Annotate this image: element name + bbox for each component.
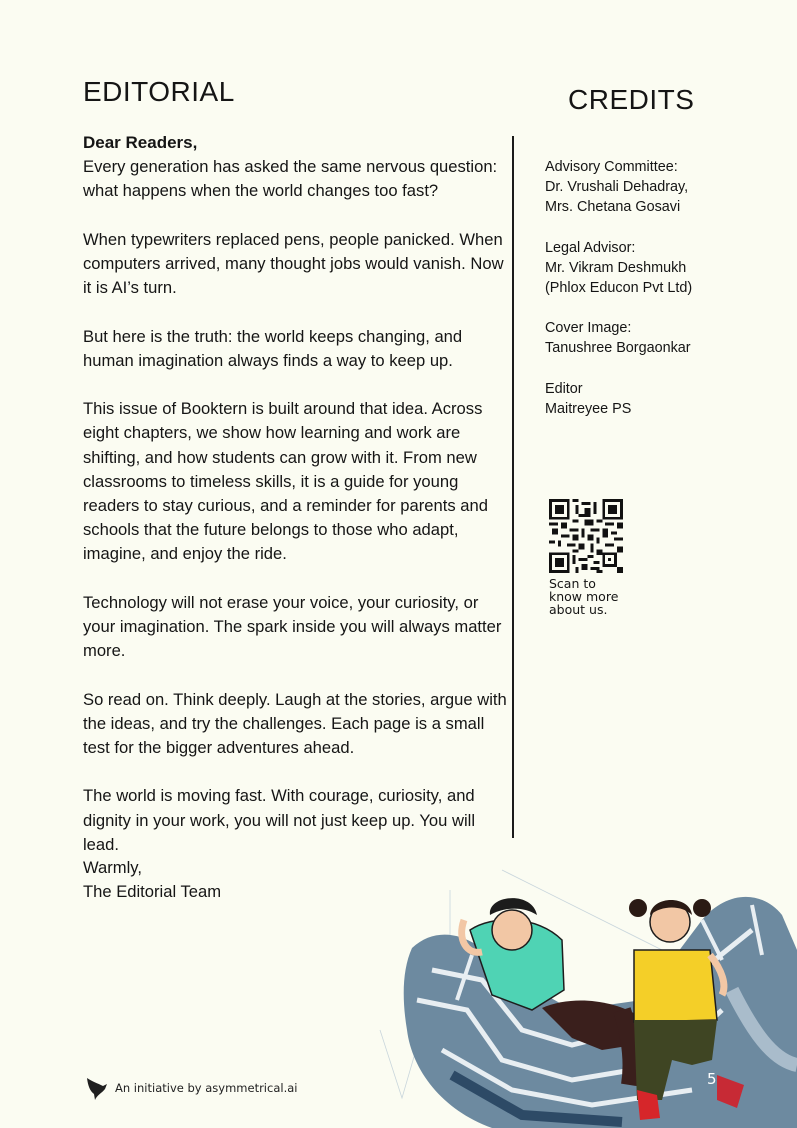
letter-paragraph: Every generation has asked the same nervous question: what happens when the world changes too fast? [83, 157, 498, 201]
qr-caption [549, 577, 639, 617]
qr-caption-line: know more [549, 589, 619, 605]
letter-paragraph: But here is the truth: the world keeps changing, and human imagination always finds a way to keep up. [83, 326, 463, 370]
qr-code[interactable] [549, 499, 623, 573]
credit-value: Maitreyee PS [545, 400, 632, 417]
bird-logo-icon [85, 1076, 109, 1102]
qr-caption-line: Scan to [549, 576, 596, 591]
letter-paragraph: Technology will not erase your voice, your curiosity, or your imagination. The spark inside you will always matter more. [83, 592, 502, 661]
letter-paragraph: When typewriters replaced pens, people panicked. When computers arrived, many thought jobs would vanish. Now it is AI’s turn. [83, 229, 504, 298]
editorial-title: EDITORIAL [83, 76, 235, 107]
editorial-letter [83, 131, 515, 881]
credit-label: Editor [545, 380, 583, 397]
signoff-warmly: Warmly, [83, 858, 142, 877]
letter-paragraph: The world is moving fast. With courage, curiosity, and dignity in your work, you will not just keep up. You will lead. [83, 786, 476, 854]
credits-list [545, 157, 715, 439]
credit-label: Advisory Committee: [545, 159, 678, 175]
letter-paragraph: So read on. Think deeply. Laugh at the stories, argue with the ideas, and try the challenges. Each page is a small test for the bigger adventures ahead. [83, 689, 507, 757]
robot-hand-illustration [372, 860, 797, 1128]
credit-value: Tanushree Borgaonkar [545, 340, 691, 357]
credit-value: (Phlox Educon Pvt Ltd) [545, 280, 693, 297]
column-divider [512, 136, 514, 838]
footer-initiative-text: An initiative by asymmetrical.ai [115, 1081, 298, 1095]
credits-title: CREDITS [568, 84, 695, 115]
credit-legal [545, 238, 715, 299]
signoff [83, 856, 221, 904]
credit-label: Legal Advisor: [545, 239, 636, 256]
credit-label: Cover Image: [545, 320, 632, 337]
credit-value: Mr. Vikram Deshmukh [545, 259, 687, 276]
credit-cover [545, 318, 715, 358]
signoff-team: The Editorial Team [83, 882, 222, 902]
salutation: Dear Readers, [83, 133, 198, 152]
letter-paragraph: This issue of Booktern is built around that idea. Across eight chapters, we show how learning and work are shifting, and how students can grow with it. From new classrooms to timeless skills, it is a guide for young readers to stay curious, and a reminder for parents and schools that the future belongs to those who adapt, imagine, and enjoy the ride. [83, 399, 488, 564]
credit-value: Mrs. Chetana Gosavi [545, 199, 681, 216]
credit-advisory [545, 157, 715, 218]
qr-caption-line: about us. [549, 602, 608, 618]
credit-value: Dr. Vrushali Dehadray, [545, 179, 689, 196]
credit-editor [545, 379, 715, 419]
page-number: 5 [707, 1070, 717, 1088]
